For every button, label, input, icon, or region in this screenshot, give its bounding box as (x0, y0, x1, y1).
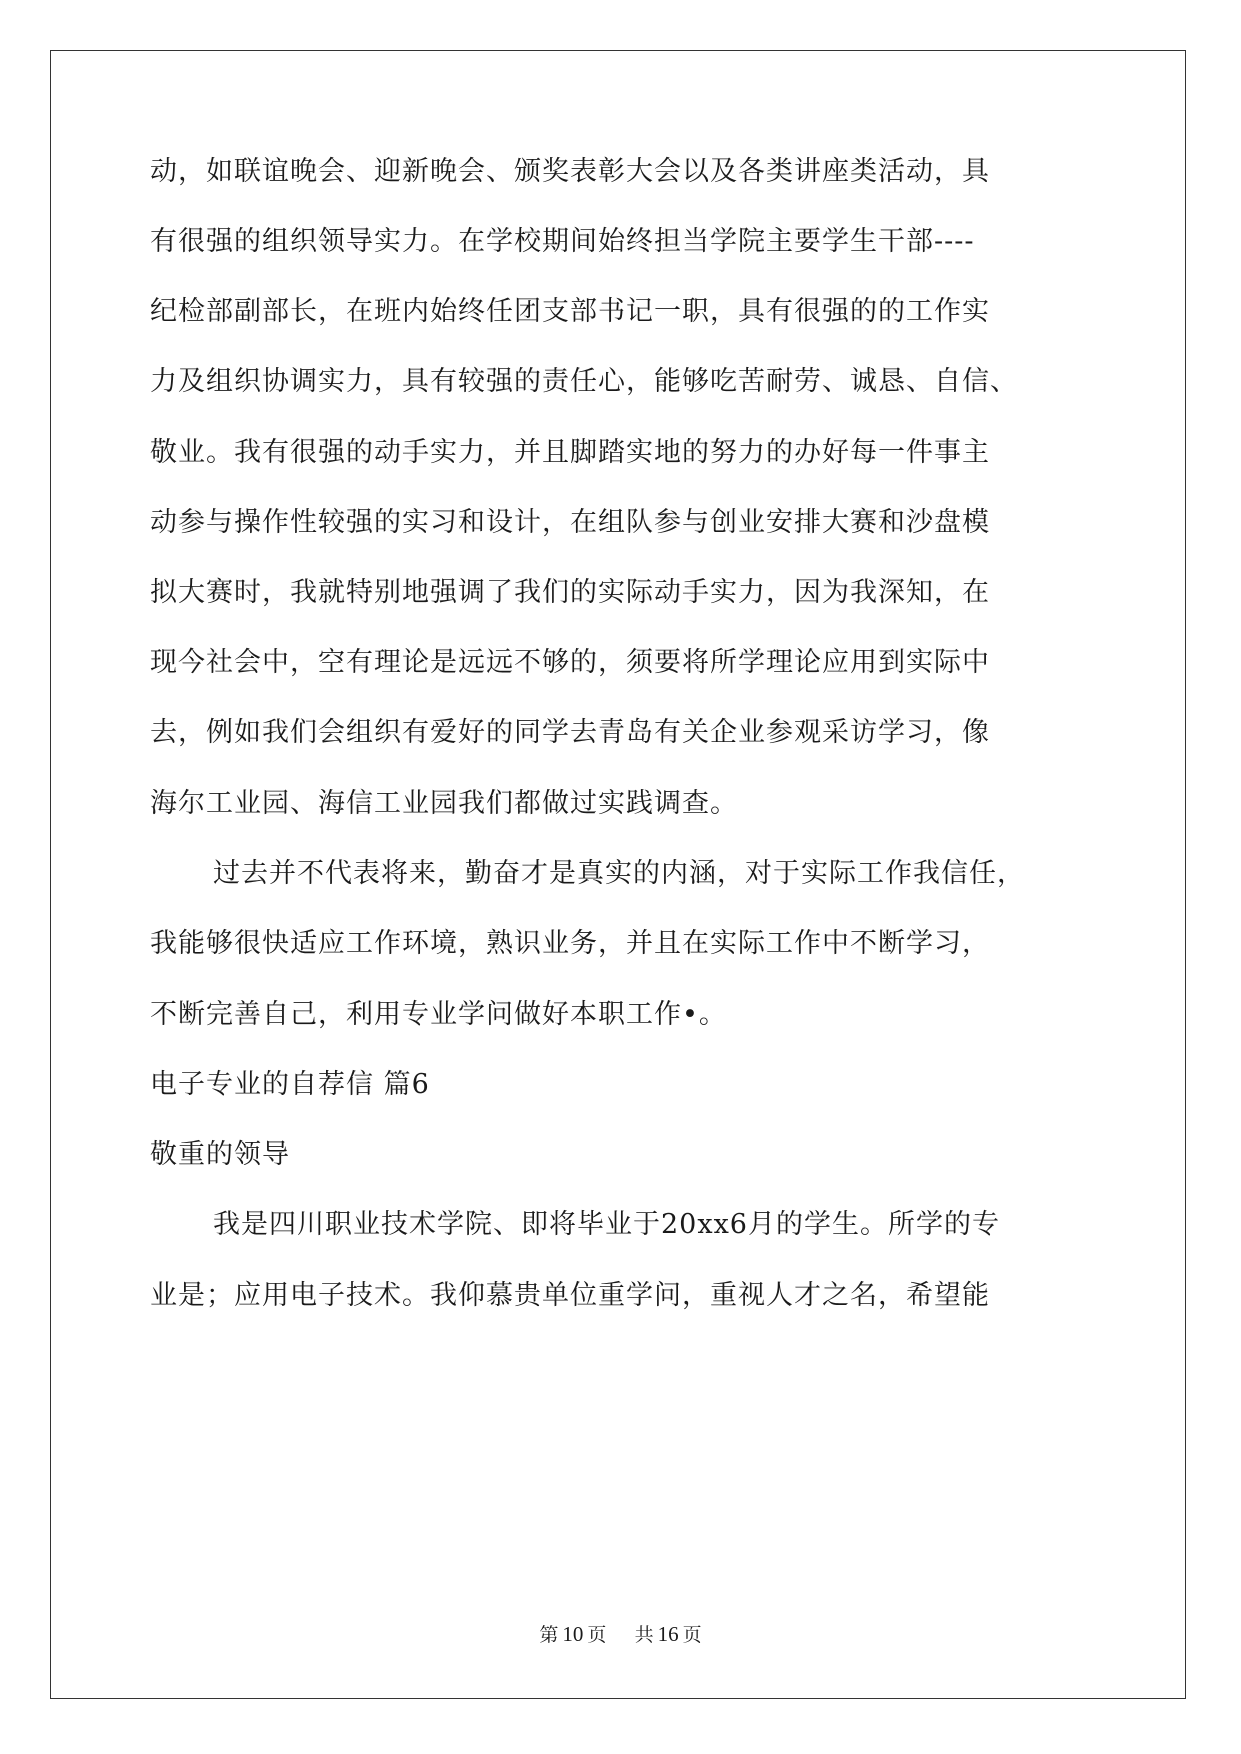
footer-page-number: 10 (562, 1622, 584, 1646)
page-footer (0, 1622, 1241, 1647)
footer-total-suffix: 页 (682, 1624, 702, 1646)
footer-page-suffix: 页 (587, 1624, 607, 1646)
body-line: 现今社会中，空有理论是远远不够的，须要将所学理论应用到实际中 (150, 647, 990, 678)
body-line: 拟大赛时，我就特别地强调了我们的实际动手实力，因为我深知，在 (150, 577, 990, 608)
body-line: 我能够很快适应工作环境，熟识业务，并且在实际工作中不断学习， (150, 928, 990, 959)
footer-page-prefix: 第 (539, 1624, 559, 1646)
footer-total-prefix: 共 (634, 1624, 654, 1646)
footer-total-pages: 16 (657, 1622, 679, 1646)
body-line: 动，如联谊晚会、迎新晚会、颁奖表彰大会以及各类讲座类活动，具 (150, 156, 990, 187)
body-line: 去，例如我们会组织有爱好的同学去青岛有关企业参观采访学习，像 (150, 717, 990, 748)
salutation: 敬重的领导 (150, 1139, 290, 1170)
section-heading: 电子专业的自荐信 篇6 (150, 1069, 430, 1100)
paragraph-first-line: 过去并不代表将来，勤奋才是真实的内涵，对于实际工作我信任， (213, 858, 1025, 889)
body-line: 不断完善自己，利用专业学问做好本职工作•。 (150, 999, 727, 1030)
body-line: 纪检部副部长，在班内始终任团支部书记一职，具有很强的的工作实 (150, 296, 990, 327)
body-line: 力及组织协调实力，具有较强的责任心，能够吃苦耐劳、诚恳、自信、 (150, 366, 1018, 397)
body-line: 敬业。我有很强的动手实力，并且脚踏实地的努力的办好每一件事主 (150, 437, 990, 468)
body-line: 动参与操作性较强的实习和设计，在组队参与创业安排大赛和沙盘模 (150, 507, 990, 538)
body-line: 海尔工业园、海信工业园我们都做过实践调查。 (150, 788, 738, 819)
body-line: 有很强的组织领导实力。在学校期间始终担当学院主要学生干部---- (150, 226, 975, 257)
body-line: 业是；应用电子技术。我仰慕贵单位重学问，重视人才之名，希望能 (150, 1280, 990, 1311)
paragraph-first-line: 我是四川职业技术学院、即将毕业于20xx6月的学生。所学的专 (213, 1209, 1000, 1240)
